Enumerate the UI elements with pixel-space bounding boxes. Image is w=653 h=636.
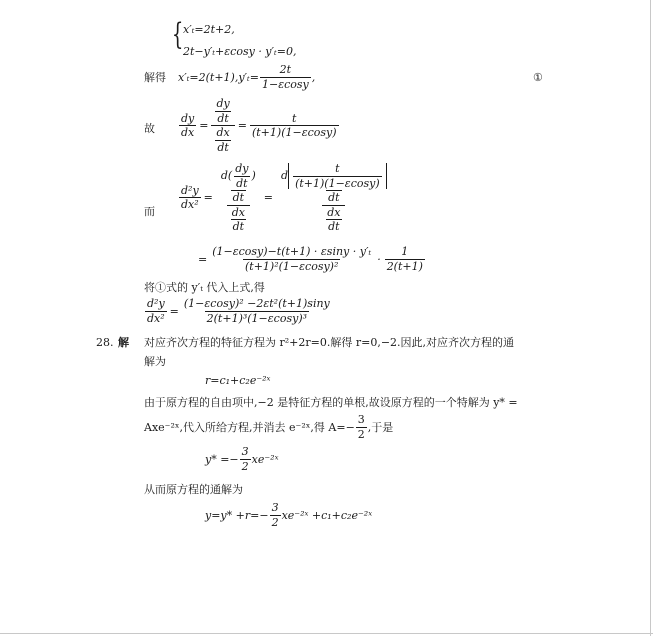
solve-result: x′ₜ=2(t+1),y′ₜ= bbox=[178, 70, 259, 84]
hence-equation: $\frac{dy}{dx}$ = $\frac{\frac{dy}{dt}}{\frac{dx}{dt}}$ = $\frac{t}{(t+1)(1-\varepsilon\cos y)}$ bbox=[181, 97, 337, 154]
problem-line-2: 解为 bbox=[144, 355, 166, 368]
problem-number: 28. bbox=[96, 336, 114, 349]
expand-equation: = $\frac{\text{(1−εcosy)−t(t+1) · εsiny · y′ₜ}}{\text{(t+1)²(1−εcosy)²}}$ · $\frac{1}{2(t+1)}$ bbox=[198, 245, 423, 273]
page-edge-bottom bbox=[0, 633, 653, 634]
system-brace: { bbox=[171, 17, 184, 52]
second-b-fraction: d $\frac{t}{(t+1)(1-\varepsilon\cos y)}$ dt $\frac{dx}{dt}$ bbox=[276, 163, 392, 233]
system-line-1: x′ₜ=2t+2, bbox=[183, 23, 235, 36]
second-lhs-fraction: $\frac{\text{d²y}}{\text{dx²}}$ bbox=[181, 183, 199, 212]
equation-marker: ① bbox=[533, 71, 543, 84]
second-label: 而 bbox=[144, 205, 155, 218]
page-edge-right bbox=[650, 0, 651, 636]
solve-equation: x′ₜ=2(t+1),y′ₜ= $\frac{2t}{1-\varepsilon\cos y}$ , bbox=[178, 63, 316, 91]
second-a-fraction: d( $\frac{dy}{dt}$ ) dt $\frac{dx}{dt}$ bbox=[220, 162, 256, 234]
general-solution: y=y* +r=− $\frac{3}{2}$ xe⁻²ˣ +c₁+c₂e⁻²ˣ bbox=[205, 501, 373, 529]
final-rhs-fraction: $\frac{\text{(1−εcosy)² −2εt²(t+1)siny}}{\text{2(t+1)³(1−εcosy)³}}$ bbox=[183, 297, 330, 325]
hence-lhs-fraction: $\frac{dy}{dx}$ bbox=[181, 111, 195, 140]
final-equation: $\frac{\text{d²y}}{\text{dx²}}$ = $\frac{\text{(1−εcosy)² −2εt²(t+1)siny}}{\text{2(t+1)³(1−εcosy)³}}$ bbox=[147, 297, 330, 325]
system-line-2: 2t−y′ₜ+εcosy · y′ₜ=0, bbox=[183, 45, 297, 58]
problem-line-5: 从而原方程的通解为 bbox=[144, 483, 243, 496]
expand-right-fraction: $\frac{1}{2(t+1)}$ bbox=[386, 245, 423, 273]
substitution-text: 将①式的 y′ₜ 代入上式,得 bbox=[144, 281, 265, 294]
hence-label: 故 bbox=[144, 122, 155, 135]
hence-rhs-fraction: $\frac{t}{(t+1)(1-\varepsilon\cos y)}$ bbox=[251, 111, 337, 140]
expand-fraction: $\frac{\text{(1−εcosy)−t(t+1) · εsiny · y′ₜ}}{\text{(t+1)²(1−εcosy)²}}$ bbox=[212, 245, 372, 273]
problem-solution-label: 解 bbox=[118, 336, 129, 349]
solve-label: 解得 bbox=[144, 71, 166, 84]
particular-solution: y* =− $\frac{3}{2}$ xe⁻²ˣ bbox=[205, 445, 279, 473]
problem-line-3: 由于原方程的自由项中,−2 是特征方程的单根,故设原方程的一个特解为 y* = bbox=[144, 396, 518, 409]
hence-mid-fraction: $\frac{\frac{dy}{dt}}{\frac{dx}{dt}}$ bbox=[211, 98, 234, 153]
problem-line-1: 对应齐次方程的特征方程为 r²+2r=0.解得 r=0,−2.因此,对应齐次方程的通 bbox=[144, 336, 515, 349]
homogeneous-solution: r=c₁+c₂e⁻²ˣ bbox=[205, 374, 271, 387]
final-lhs-fraction: $\frac{\text{d²y}}{\text{dx²}}$ bbox=[147, 297, 165, 325]
problem-line-4: Axe⁻²ˣ,代入所给方程,并消去 e⁻²ˣ,得 A=− $\frac{3}{2}$ ,于是 bbox=[144, 413, 394, 441]
solve-fraction: $\frac{2t}{1-\varepsilon\cos y}$ bbox=[262, 63, 309, 91]
second-equation: $\frac{\text{d²y}}{\text{dx²}}$ = d( $\frac{dy}{dt}$ ) dt $\frac{dx}{dt}$ = d $\frac{t}{(t+1)(1-\varepsilon\cos y)}$ dt $\frac{dx}{dt}$ bbox=[178, 163, 393, 233]
